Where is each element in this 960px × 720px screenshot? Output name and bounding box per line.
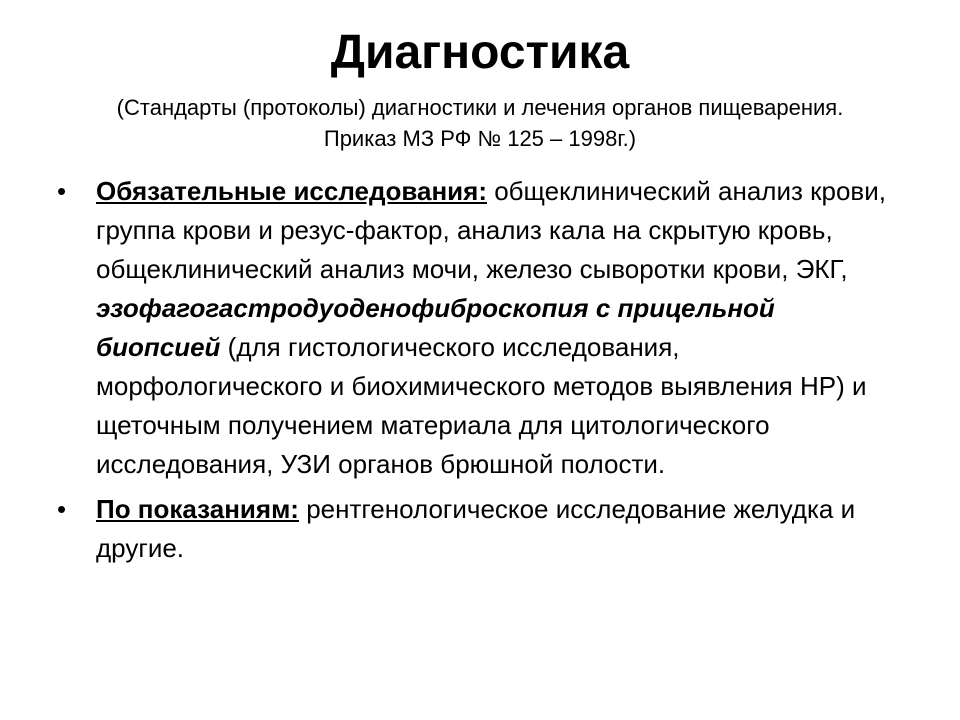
mandatory-tests-text-continued: (для гистологического исследования, морфологического и биохимического методов выявления HP) и щеточным получением материала для цитологического исследования, УЗИ органов брюшной полости.: [96, 332, 867, 479]
egds-emphasis: эзофагогастродуоденофиброскопия с прицельной биопсией: [96, 293, 775, 362]
by-indication-text: рентгенологическое исследование желудка и другие.: [96, 494, 856, 563]
by-indication-heading: По показаниям:: [96, 494, 299, 524]
bullet-dot-icon: •: [57, 176, 67, 206]
bullet-list: [55, 172, 895, 574]
slide-title: Диагностика: [330, 26, 630, 79]
bullet-by-indication: [55, 490, 895, 568]
mandatory-tests-text: общеклинический анализ крови, группа крови и резус-фактор, анализ кала на скрытую кровь, общеклинический анализ мочи, железо сыворотки крови, ЭКГ,: [96, 176, 886, 284]
bullet-mandatory-tests: [55, 172, 895, 484]
mandatory-tests-heading: Обязательные исследования:: [96, 176, 487, 206]
bullet-dot-icon: •: [57, 494, 67, 524]
slide-subtitle: (Стандарты (протоколы) диагностики и лечения органов пищеварения. Приказ МЗ РФ № 125 – 1998г.): [116, 95, 844, 151]
